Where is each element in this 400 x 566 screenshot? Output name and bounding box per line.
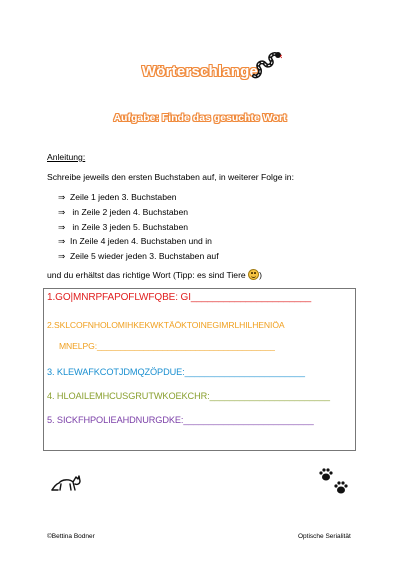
arrow-icon: ⇒ bbox=[58, 206, 66, 217]
instructions-intro: Schreibe jeweils den ersten Buchstaben auf, in weiterer Folge in: bbox=[47, 172, 294, 182]
puzzle-line-5[interactable]: 5. SICKFHPOLIEAHDNURGDKE:__________________________ bbox=[47, 415, 314, 425]
footer-author: ©Bettina Bodner bbox=[47, 533, 95, 540]
puzzle-line-4[interactable]: 4. HLOAILEMHCUSGRUTWKOEKCHR:________________________ bbox=[47, 391, 330, 401]
instruction-step: ⇒ Zeile 5 wieder jeden 3. Buchstaben auf bbox=[58, 251, 219, 262]
instruction-steps bbox=[58, 192, 219, 266]
worksheet-title: Wörterschlange bbox=[141, 63, 259, 80]
arrow-icon: ⇒ bbox=[58, 221, 66, 232]
instructions-outro: und du erhältst das richtige Wort (Tipp: es sind Tiere ) bbox=[47, 270, 262, 280]
puzzle-line-3[interactable]: 3. KLEWAFKCOTJDMQZÖPDUE:________________________ bbox=[47, 367, 305, 377]
snake-icon bbox=[250, 50, 282, 80]
footer-topic: Optische Serialität bbox=[298, 533, 351, 540]
arrow-icon: ⇒ bbox=[58, 251, 66, 262]
puzzle-line-2[interactable]: 2.SKLCOFNHOLOMIHKEKWKTÄÖKTOINEGIMRLHILHENIÖA bbox=[47, 320, 285, 330]
puzzle-line-2-continued[interactable]: MNELPG:______________________________________ bbox=[59, 341, 275, 351]
task-subtitle: Aufgabe: Finde das gesuchte Wort bbox=[113, 112, 287, 124]
cat-icon bbox=[50, 470, 82, 494]
instruction-step: ⇒ in Zeile 2 jeden 4. Buchstaben bbox=[58, 206, 189, 217]
arrow-icon: ⇒ bbox=[58, 236, 66, 247]
arrow-icon: ⇒ bbox=[58, 192, 66, 202]
smiley-icon bbox=[248, 269, 259, 280]
instruction-step: ⇒ in Zeile 3 jeden 5. Buchstaben bbox=[58, 221, 189, 232]
instruction-step: ⇒ In Zeile 4 jeden 4. Buchstaben und in bbox=[58, 236, 212, 247]
puzzle-line-1[interactable]: 1.GO|MNRPFAPOFLWFQBE: GI______________________ bbox=[47, 292, 312, 303]
instructions-heading: Anleitung: bbox=[47, 152, 86, 162]
instruction-step: ⇒ Zeile 1 jeden 3. Buchstaben bbox=[58, 192, 177, 202]
paw-prints-icon bbox=[318, 466, 352, 496]
